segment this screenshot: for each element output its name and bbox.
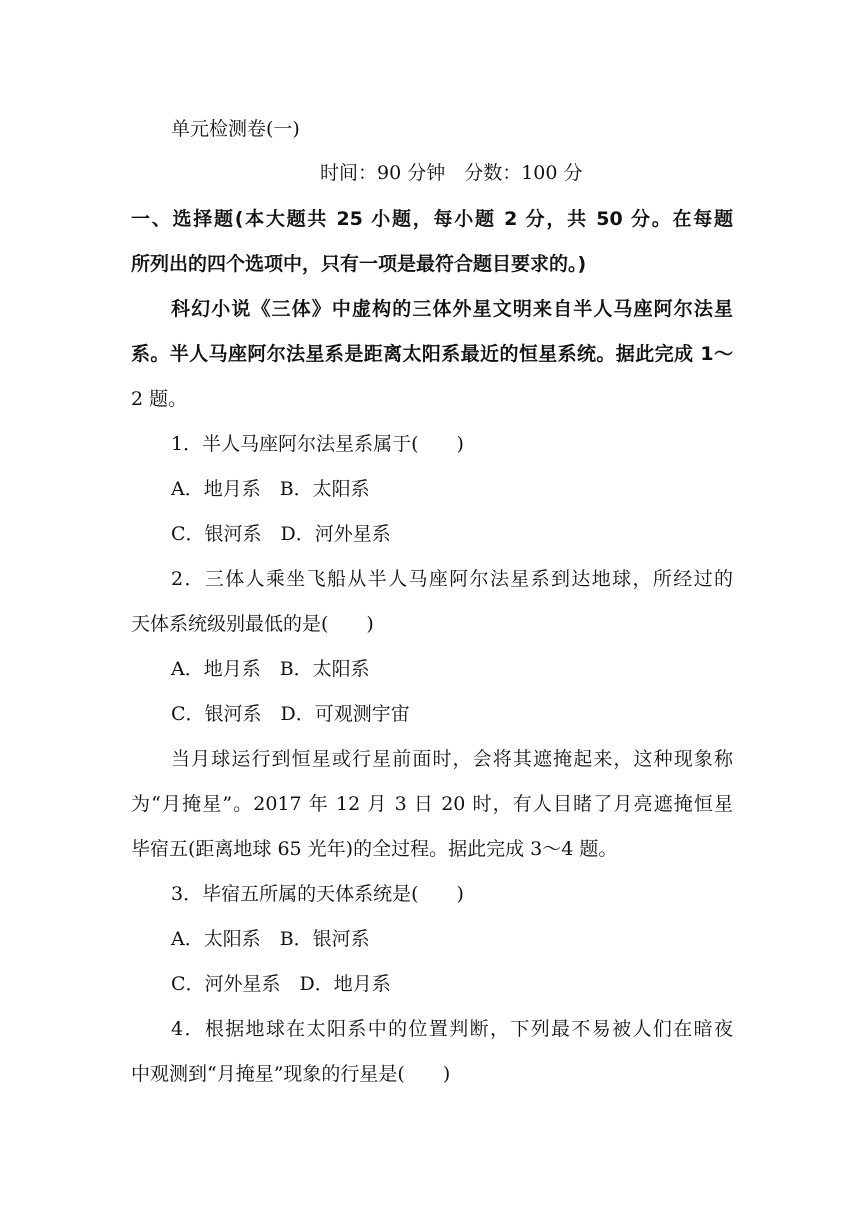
passage-1-line-1: 科幻小说《三体》中虚构的三体外星文明来自半人马座阿尔法星 [171,298,733,320]
question-3-options-ab: A．太阳系 B．银河系 [171,928,370,950]
passage-2-line-3: 毕宿五(距离地球 65 光年)的全过程。据此完成 3～4 题。 [131,838,618,860]
question-1-options-cd: C．银河系 D．河外星系 [171,523,391,545]
passage-2-line-1: 当月球运行到恒星或行星前面时，会将其遮掩起来，这种现象称 [171,748,733,770]
passage-1-line-3: 2 题。 [131,388,188,410]
section-heading-line-2: 所列出的四个选项中，只有一项是最符合题目要求的。) [131,253,587,275]
question-2-stem-line-1: 2．三体人乘坐飞船从半人马座阿尔法星系到达地球，所经过的 [171,568,733,590]
passage-2-line-2: 为“月掩星”。2017 年 12 月 3 日 20 时，有人目睹了月亮遮掩恒星 [131,793,733,815]
question-2-options-ab: A．地月系 B．太阳系 [171,658,370,680]
question-3-stem: 3．毕宿五所属的天体系统是( ) [171,883,464,905]
question-2-options-cd: C．银河系 D．可观测宇宙 [171,703,410,725]
exam-title: 单元检测卷(一) [171,118,300,140]
exam-time-info: 时间：90 分钟 分数：100 分 [320,162,583,184]
question-4-stem-line-1: 4．根据地球在太阳系中的位置判断，下列最不易被人们在暗夜 [171,1018,733,1040]
question-2-stem-line-2: 天体系统级别最低的是( ) [131,613,374,635]
section-heading-line-1: 一、选择题(本大题共 25 小题，每小题 2 分，共 50 分。在每题 [131,208,733,230]
question-4-stem-line-2: 中观测到“月掩星”现象的行星是( ) [131,1063,451,1085]
passage-1-line-2: 系。半人马座阿尔法星系是距离太阳系最近的恒星系统。据此完成 1～ [131,343,733,365]
question-1-stem: 1．半人马座阿尔法星系属于( ) [171,433,464,455]
question-3-options-cd: C．河外星系 D．地月系 [171,973,391,995]
question-1-options-ab: A．地月系 B．太阳系 [171,478,370,500]
